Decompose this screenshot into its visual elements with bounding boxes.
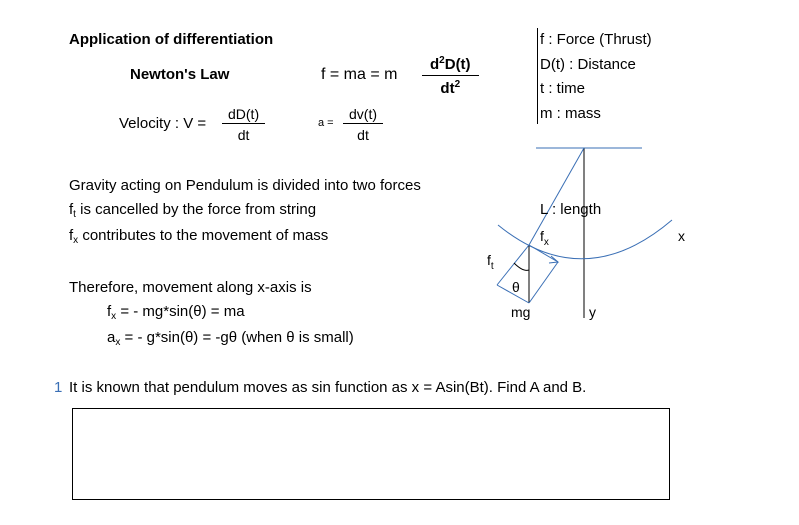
page-title: Application of differentiation	[69, 31, 274, 48]
parallelogram-side	[529, 262, 558, 303]
legend-item: D(t) : Distance	[540, 55, 636, 73]
therefore-line: Therefore, movement along x-axis is	[69, 279, 312, 296]
gravity-line-1: Gravity acting on Pendulum is divided into two forces	[69, 177, 421, 194]
question-text: It is known that pendulum moves as sin function as x = Asin(Bt). Find A and B.	[69, 379, 587, 396]
velocity-label: Velocity : V =	[119, 115, 207, 132]
length-label: L : length	[540, 201, 602, 218]
mg-label: mg	[511, 304, 531, 320]
velocity-fraction: $\frac{dD(t)}{dt}$	[222, 106, 265, 143]
ft-label: $f_t$	[487, 252, 494, 272]
gravity-line-2: $f_t$ is cancelled by the force from string	[69, 201, 317, 220]
legend-item: m : mass	[540, 104, 601, 122]
swing-arc	[498, 220, 672, 259]
answer-box[interactable]	[72, 408, 670, 500]
acceleration-equation: $a_x$ = - g*sin(θ) = -gθ (when θ is small)	[107, 329, 354, 348]
theta-label: θ	[512, 279, 520, 295]
gravity-line-3: $f_x$ contributes to the movement of mass	[69, 227, 329, 246]
acceleration-fraction: $\frac{dv(t)}{dt}$	[343, 106, 383, 143]
acceleration-label: a =	[318, 117, 334, 129]
second-derivative-fraction: $\frac{d^2D(t)}{dt^2}$	[422, 55, 479, 97]
newtons-law-lhs: f = ma = m	[321, 66, 398, 83]
question-number: 1	[54, 379, 63, 396]
force-equation: $f_x$ = - mg*sin(θ) = ma	[107, 303, 245, 322]
x-axis-label: x	[678, 228, 685, 244]
y-axis-label: y	[589, 304, 596, 320]
legend-item: f : Force (Thrust)	[540, 31, 652, 48]
fx-label: $f_x$	[540, 228, 549, 248]
theta-arc	[514, 263, 529, 270]
legend-item: t : time	[540, 80, 586, 97]
newtons-law-label: Newton's Law	[130, 66, 230, 83]
pendulum-string	[529, 148, 584, 245]
